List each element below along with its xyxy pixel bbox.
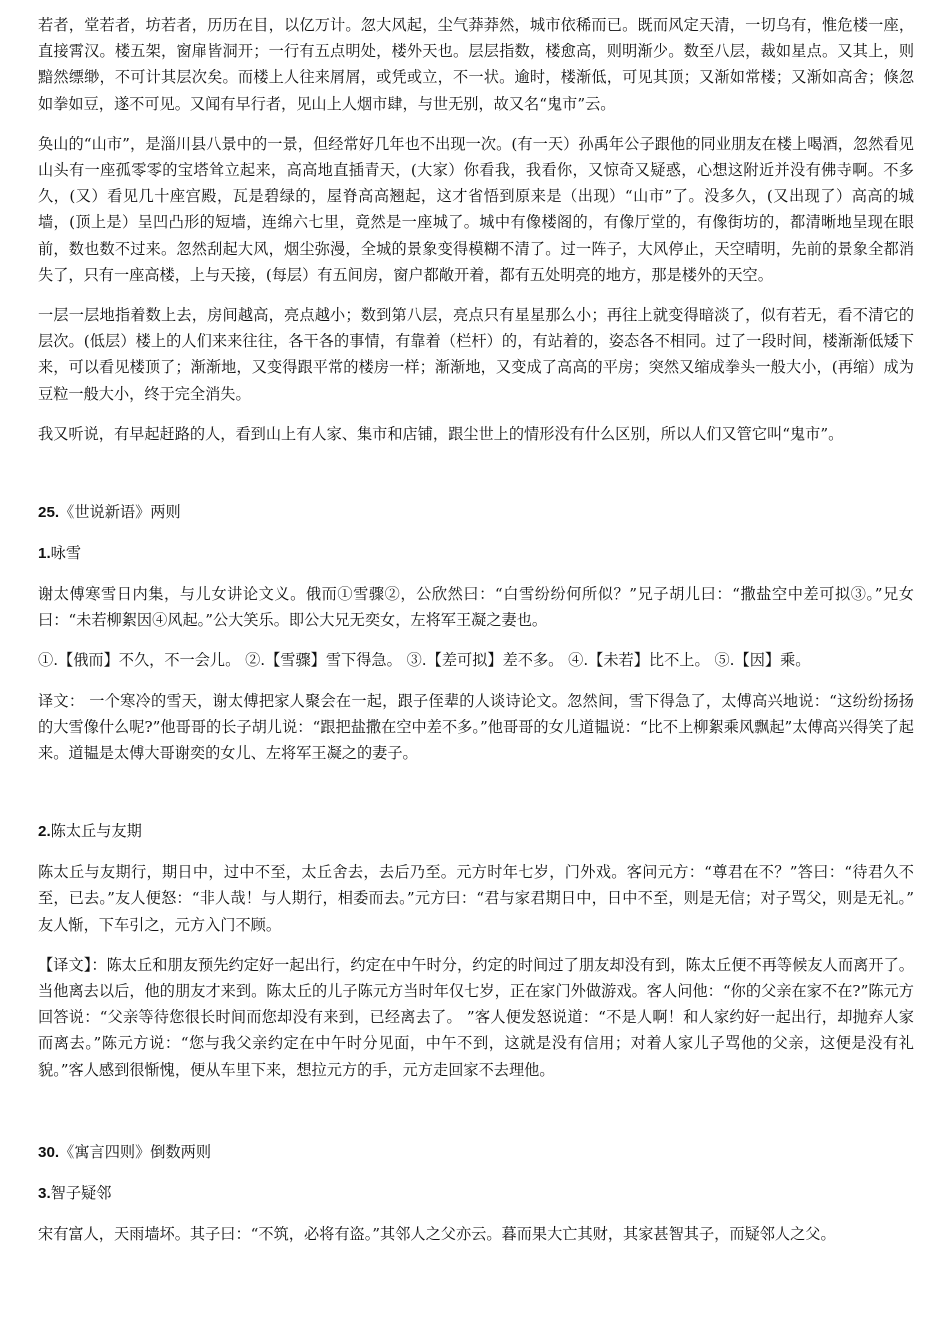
shanshi-original-paragraph: 若者，堂若者，坊若者，历历在目，以亿万计。忽大风起，尘气莽莽然，城市依稀而已。既而风定天清，一切乌有，惟危楼一座，直接霄汉。楼五架，窗扉皆洞开；一行有五点明处，楼外天也。层层指数，楼愈高，则明渐少。数至八层，裁如星点。又其上，则黯然缥缈，不可计其层次矣。而楼上人往来屑屑，或凭或立，不一状。逾时，楼渐低，可见其顶；又渐如常楼；又渐如高舍；倏忽如拳如豆，遂不可见。又闻有早行者，见山上人烟市肆，与世无别，故又名“鬼市”云。 (38, 16, 914, 113)
subsection-title: 咏雪 (50, 544, 82, 563)
subsection-1-heading (38, 540, 914, 567)
yongxue-translation: 译文： 一个寒冷的雪天，谢太傅把家人聚会在一起，跟子侄辈的人谈诗论文。忽然间，雪下得急了，太傅高兴地说：“这纷纷扬扬的大雪像什么呢?”他哥哥的长子胡儿说：“跟把盐撒在空中差不多。”他哥哥的女儿道韫说：“比不上柳絮乘风飘起”太傅高兴得笑了起来。道韫是太傅大哥谢奕的女儿、左将军王凝之的妻子。 (38, 691, 914, 763)
subsection-2-heading (38, 818, 914, 845)
shanshi-translation-paragraph-2: 一层一层地指着数上去，房间越高，亮点越小；数到第八层，亮点只有星星那么小；再往上就变得暗淡了，似有若无，看不清它的层次。(低层）楼上的人们来来往往，各干各的事情，有靠着（栏杆）的，有站着的，姿态各不相同。过了一段时间，楼渐渐低矮下来，可以看见楼顶了；渐渐地，又变得跟平常的楼房一样；渐渐地，又变成了高高的平房；突然又缩成拳头一般大小，(再缩）成为豆粒一般大小，终于完全消失。 (38, 306, 914, 403)
shanshi-translation-paragraph-1: 奂山的“山市”，是淄川县八景中的一景，但经常好几年也不出现一次。(有一天）孙禹年公子跟他的同业朋友在楼上喝酒，忽然看见山头有一座孤零零的宝塔耸立起来，高高地直插青天，(大家）你看我，我看你，又惊奇又疑惑，心想这附近并没有佛寺啊。不多久，(又）看见几十座宫殿，瓦是碧绿的，屋脊高高翘起，这才省悟到原来是（出现）“山市”了。没多久，(又出现了）高高的城墙，(顶上是）呈凹凸形的短墙，连绵六七里，竟然是一座城了。城中有像楼阁的，有像厅堂的，有像街坊的，都清晰地呈现在眼前，数也数不过来。忽然刮起大风，烟尘弥漫，全城的景象变得模糊不清了。过一阵子，大风停止，天空晴明，先前的景象全都消失了，只有一座高楼，上与天接，(每层）有五间房，窗户都敞开着，都有五处明亮的地方，那是楼外的天空。 (38, 134, 914, 284)
document-page (38, 12, 914, 1261)
yongxue-original: 谢太傅寒雪日内集，与儿女讲论文义。俄而①雪骤②，公欣然曰：“白雪纷纷何所似？”兄子胡儿曰：“撒盐空中差可拟③。”兄女曰：“未若柳絮因④风起。”公大笑乐。即公大兄无奕女，左将军王凝之妻也。 (38, 585, 914, 630)
section-number: 30. (38, 1143, 60, 1161)
section-spacer (38, 461, 914, 499)
subsection-number: 1. (38, 545, 51, 563)
yongxue-notes: ①.【俄而】不久，不一会儿。 ②.【雪骤】雪下得急。 ③.【差可拟】差不多。 ④.【未若】比不上。 ⑤.【因】乘。 (38, 651, 811, 670)
section-spacer (38, 780, 914, 818)
subsection-number: 3. (38, 1184, 51, 1202)
chentaiqiu-original: 陈太丘与友期行，期日中，过中不至，太丘舍去，去后乃至。元方时年七岁，门外戏。客问元方：“尊君在不？”答曰：“待君久不至，已去。”友人便怒：“非人哉！与人期行，相委而去。”元方曰：“君与家君期日中，日中不至，则是无信；对子骂父，则是无礼。” 友人惭，下车引之，元方入门不顾。 (38, 863, 914, 934)
zhiziyilin-original: 宋有富人，天雨墙坏。其子曰：“不筑，必将有盗。”其邻人之父亦云。暮而果大亡其财，其家甚智其子，而疑邻人之父。 (38, 1224, 836, 1243)
section-30-heading (38, 1139, 914, 1166)
section-title: 《世说新语》两则 (59, 503, 181, 522)
chentaiqiu-translation: 【译文】：陈太丘和朋友预先约定好一起出行，约定在中午时分，约定的时间过了朋友却没有到，陈太丘便不再等候友人而离开了。当他离去以后，他的朋友才来到。陈太丘的儿子陈元方当时年仅七岁，正在家门外做游戏。客人问他：“你的父亲在家不在?”陈元方回答说：“父亲等待您很长时间而您却没有来到，已经离去了。 ”客人便发怒说道：“不是人啊！和人家约好一起出行，却抛弃人家而离去。”陈元方说：“您与我父亲约定在中午时分见面，中午不到，这就是没有信用；对着人家儿子骂他的父亲，这便是没有礼貌。”客人感到很惭愧，便从车里下来，想拉元方的手，元方走回家不去理他。 (38, 955, 914, 1079)
section-spacer (38, 1097, 914, 1139)
section-number: 25. (38, 504, 60, 522)
section-title: 《寓言四则》倒数两则 (59, 1142, 211, 1161)
section-25-heading (38, 499, 914, 526)
subsection-title: 智子疑邻 (50, 1183, 112, 1202)
subsection-3-heading (38, 1180, 914, 1207)
shanshi-translation-paragraph-3: 我又听说，有早起赶路的人，看到山上有人家、集市和店铺，跟尘世上的情形没有什么区别，所以人们又管它叫“鬼市”。 (38, 424, 844, 443)
subsection-number: 2. (38, 823, 51, 841)
subsection-title: 陈太丘与友期 (50, 822, 142, 841)
